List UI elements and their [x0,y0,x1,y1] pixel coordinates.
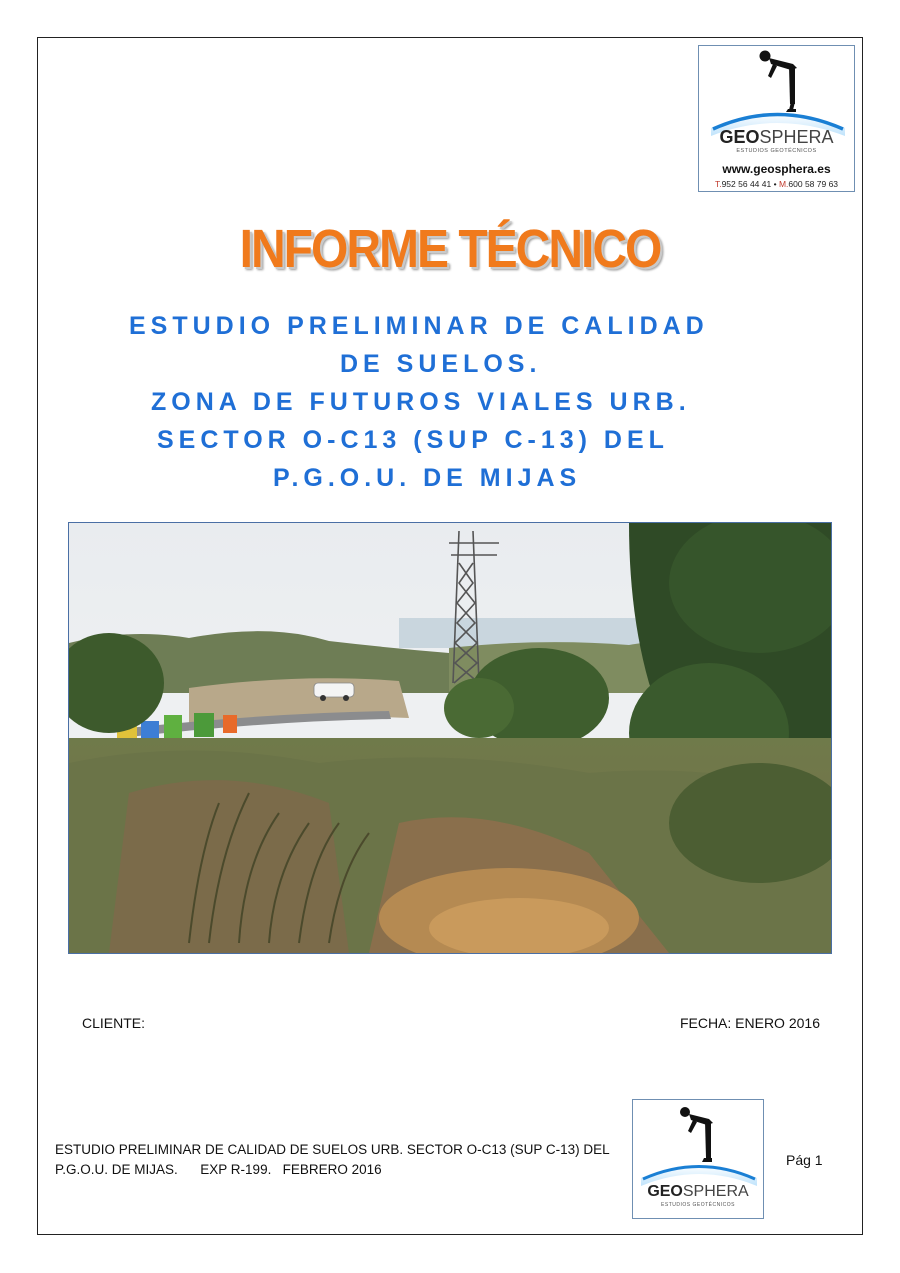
site-landscape-image [69,523,831,953]
phone: 952 56 44 41 [721,179,772,189]
subtitle-line-3: ZONA DE FUTUROS VIALES URB. [151,388,691,416]
brand-name-bold: GEO [719,127,760,147]
brand-tagline: ESTUDIOS GEOTÉCNICOS [661,1202,735,1208]
footer-line-2: P.G.O.U. DE MIJAS. EXP R-199. FEBRERO 2016 [55,1162,382,1177]
person-bowing-over-globe-icon [633,1100,765,1190]
brand-name-bold: GEO [647,1183,683,1200]
company-logo-bottom [632,1099,764,1219]
phone-prefix: T. [714,179,722,189]
brand-name-light: SPHERA [682,1183,749,1200]
brand-tagline: ESTUDIOS GEOTÉCNICOS [736,148,817,154]
mobile-prefix: M. [778,179,789,189]
brand-name [633,1183,763,1201]
subtitle-line-1: ESTUDIO PRELIMINAR DE CALIDAD [129,312,709,340]
date-label: FECHA: ENERO 2016 [679,1015,820,1031]
company-logo-top [698,45,855,192]
phone-separator: • [773,179,777,189]
site-photo [68,522,832,954]
subtitle-line-4: SECTOR O-C13 (SUP C-13) DEL [157,426,669,454]
page-number: Pág 1 [786,1152,823,1168]
subtitle-line-2: DE SUELOS. [340,350,542,378]
mobile: 600 58 79 63 [788,179,839,189]
subtitle-line-5: P.G.O.U. DE MIJAS [273,464,582,492]
footer-line-1: ESTUDIO PRELIMINAR DE CALIDAD DE SUELOS URB. SECTOR O-C13 (SUP C-13) DEL [55,1142,610,1157]
client-label: CLIENTE: [82,1015,146,1031]
footer-reference [55,1140,635,1180]
report-title: INFORME TÉCNICO [239,219,661,280]
brand-name [699,127,854,148]
website: www.geosphera.es [722,162,831,176]
phone-numbers [699,179,854,189]
brand-name-light: SPHERA [759,127,834,147]
